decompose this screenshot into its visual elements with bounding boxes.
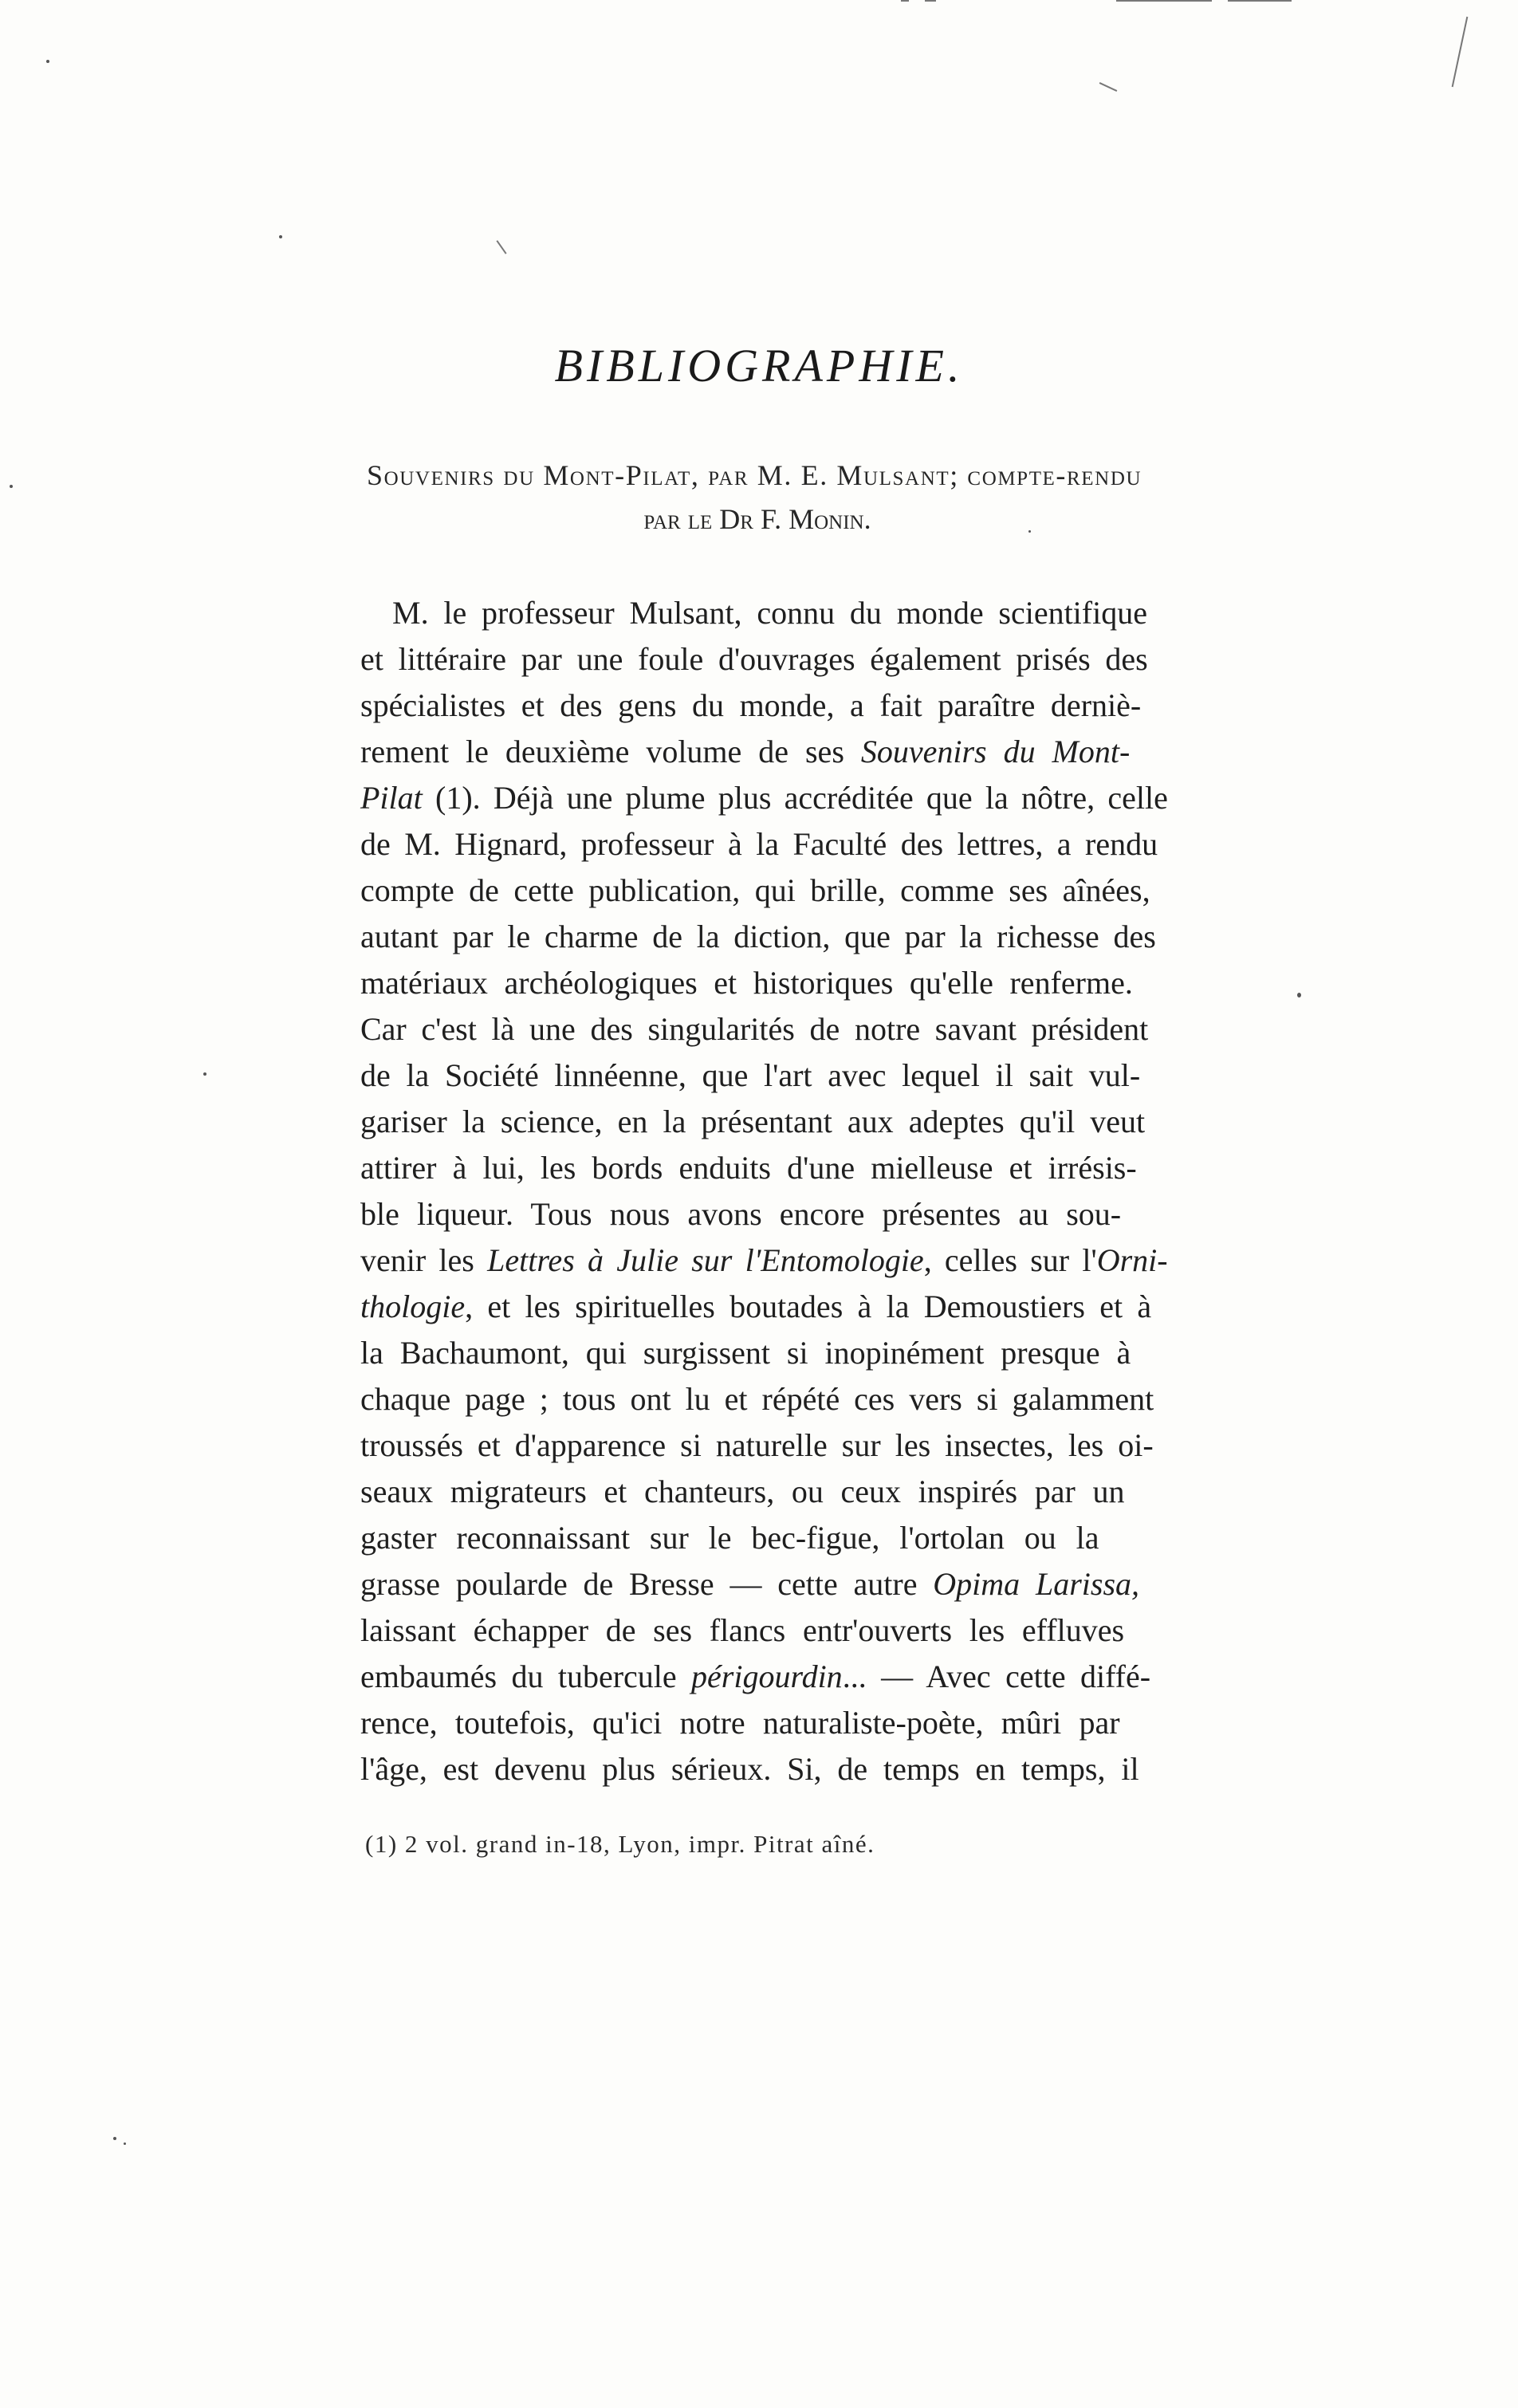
- book-title: Lettres à Julie sur l'Entomologie: [487, 1242, 924, 1278]
- text-line: autant par le charme de la diction, que par la richesse des: [360, 919, 1156, 954]
- page-title: BIBLIOGRAPHIE.: [554, 340, 964, 391]
- book-title: thologie: [360, 1289, 466, 1324]
- scan-artifact: [901, 0, 909, 2]
- text-line: troussés et d'apparence si naturelle sur les insectes, les oi-: [360, 1427, 1154, 1463]
- text-line: l'âge, est devenu plus sérieux. Si, de temps en temps, il: [360, 1751, 1139, 1787]
- text-line: de M. Hignard, professeur à la Faculté des lettres, a rendu: [360, 826, 1158, 862]
- footnote: (1) 2 vol. grand in-18, Lyon, impr. Pitrat aîné.: [365, 1830, 875, 1858]
- scan-artifact: [496, 240, 506, 254]
- text-line: attirer à lui, les bords enduits d'une mielleuse et irrésis-: [360, 1150, 1137, 1186]
- text-line: seaux migrateurs et chanteurs, ou ceux inspirés par un: [360, 1474, 1125, 1509]
- emphasis: périgourdin: [691, 1658, 843, 1694]
- text-line: compte de cette publication, qui brille, comme ses aînées,: [360, 872, 1150, 908]
- text-line: Car c'est là une des singularités de notre savant président: [360, 1011, 1149, 1047]
- scan-speck: [113, 2137, 116, 2140]
- scan-speck: [203, 1072, 206, 1076]
- text-line: gariser la science, en la présentant aux adeptes qu'il veut: [360, 1104, 1146, 1139]
- text-line: ble liqueur. Tous nous avons encore présentes au sou-: [360, 1196, 1122, 1232]
- scan-speck: [124, 2142, 126, 2145]
- scan-artifact: [1099, 82, 1118, 92]
- text-line: matériaux archéologiques et historiques qu'elle renferme.: [360, 965, 1133, 1001]
- body-text: [360, 590, 1217, 1802]
- text-line: thologie, et les spirituelles boutades à la Demoustiers et à: [360, 1289, 1152, 1324]
- text-line: la Bachaumont, qui surgissent si inopinément presque à: [360, 1335, 1131, 1371]
- text-line: M. le professeur Mulsant, connu du monde scientifique: [392, 595, 1147, 631]
- text-line: chaque page ; tous ont lu et répété ces vers si galamment: [360, 1381, 1154, 1417]
- text-line: venir les Lettres à Julie sur l'Entomologie, celles sur l'Orni-: [360, 1242, 1168, 1278]
- text-line: grasse poularde de Bresse — cette autre Opima Larissa,: [360, 1566, 1140, 1602]
- text-line: laissant échapper de ses flancs entr'ouverts les effluves: [360, 1612, 1125, 1648]
- scan-artifact: [1228, 0, 1292, 2]
- scan-speck: [10, 485, 13, 488]
- scan-speck: [46, 60, 49, 63]
- scan-artifact: [1452, 17, 1469, 87]
- text-line: spécialistes et des gens du monde, a fait paraître derniè-: [360, 687, 1142, 723]
- book-title: Pilat: [360, 780, 423, 816]
- scan-speck: [1028, 530, 1031, 533]
- scan-artifact: [1116, 0, 1212, 2]
- text-line: de la Société linnéenne, que l'art avec lequel il sait vul-: [360, 1057, 1141, 1093]
- text-line: rence, toutefois, qu'ici notre naturaliste-poète, mûri par: [360, 1705, 1120, 1741]
- book-title: Orni-: [1096, 1242, 1168, 1278]
- text-line: rement le deuxième volume de ses Souvenirs du Mont-: [360, 734, 1131, 769]
- subtitle-line-2: par le Dr F. Monin.: [643, 503, 871, 535]
- subtitle-line-1: Souvenirs du Mont-Pilat, par M. E. Mulsant; compte-rendu: [367, 459, 1142, 491]
- scan-artifact: [925, 0, 936, 2]
- scan-speck: [279, 235, 282, 238]
- book-title: Souvenirs du Mont-: [860, 734, 1131, 769]
- text-line: et littéraire par une foule d'ouvrages également prisés des: [360, 641, 1148, 677]
- latin-phrase: Opima Larissa,: [933, 1566, 1140, 1602]
- text-line: gaster reconnaissant sur le bec-figue, l'ortolan ou la: [360, 1520, 1099, 1556]
- text-line: Pilat (1). Déjà une plume plus accréditée que la nôtre, celle: [360, 780, 1168, 816]
- scan-speck: [1297, 993, 1301, 997]
- text-line: embaumés du tubercule périgourdin... — Avec cette diffé-: [360, 1658, 1151, 1694]
